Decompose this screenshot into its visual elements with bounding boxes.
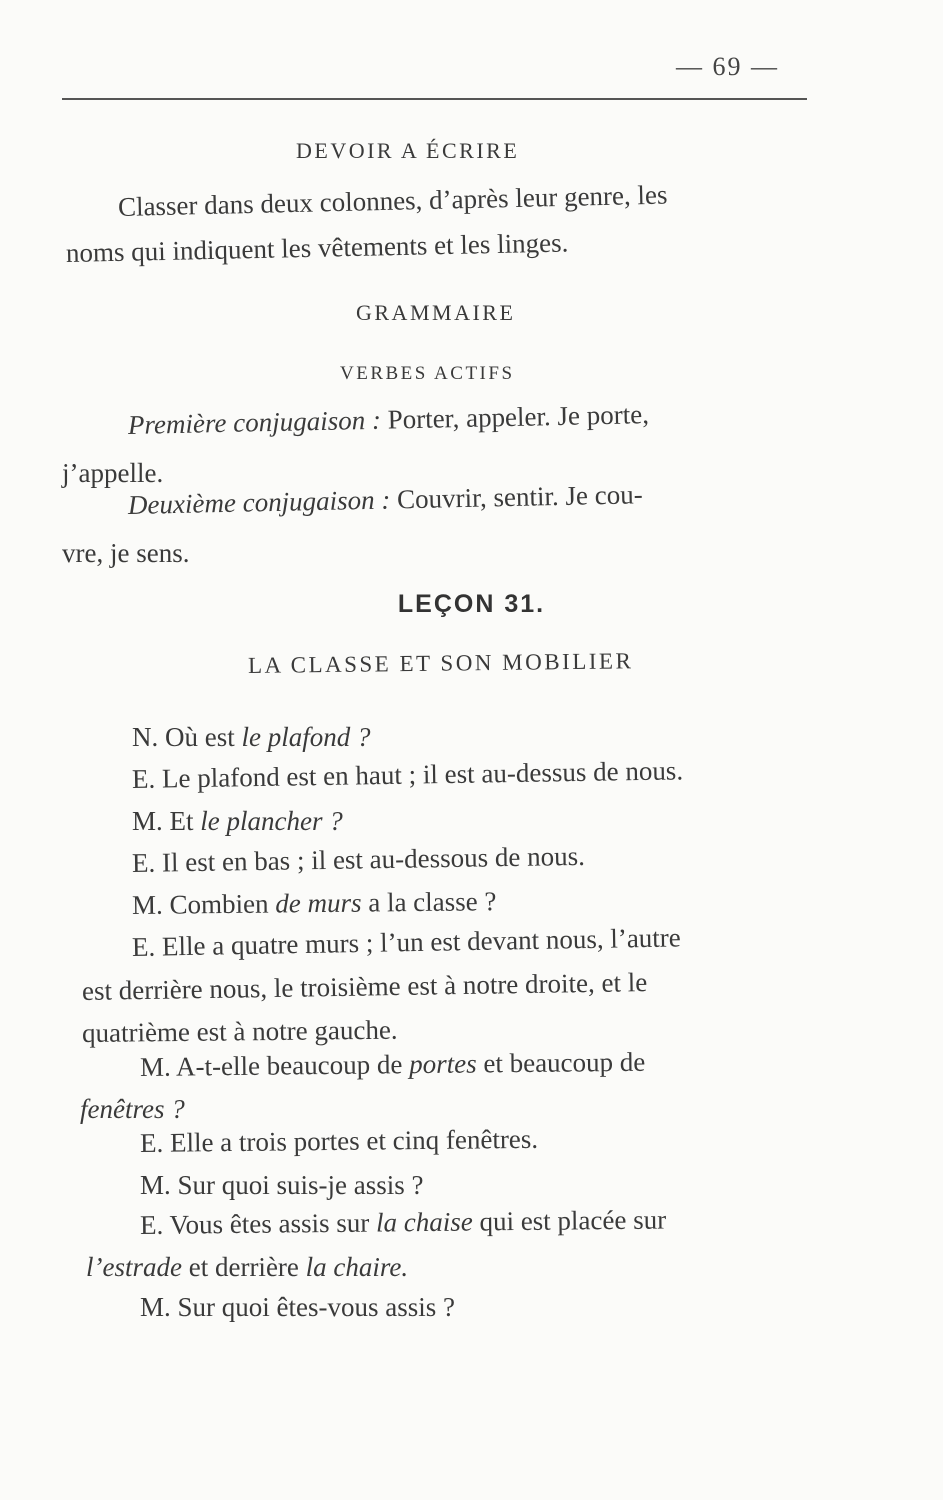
lecon-title: LEÇON 31. <box>397 590 546 618</box>
conjugaison-1-label: Première conjugaison : <box>127 404 382 440</box>
dialogue-line-3 <box>132 808 343 835</box>
dialogue-italic: la chaire. <box>305 1252 409 1282</box>
dialogue-line-5 <box>132 888 497 919</box>
dialogue-line-14 <box>86 1254 408 1281</box>
dialogue-line-13 <box>140 1206 666 1239</box>
conjugaison-2-text: Couvrir, sentir. Je cou- <box>390 479 643 515</box>
dialogue-line-12: M. Sur quoi suis-je assis ? <box>140 1170 424 1200</box>
devoir-title: DEVOIR A ÉCRIRE <box>296 138 520 163</box>
dialogue-italic: la chaise <box>375 1206 473 1238</box>
dialogue-line-10: fenêtres ? <box>80 1094 185 1124</box>
dialogue-text: M. A-t-elle beaucoup de <box>139 1049 410 1082</box>
dialogue-italic: l’estrade <box>86 1252 182 1282</box>
dialogue-text: et derrière <box>181 1252 306 1282</box>
conjugaison-1-cont: j’appelle. <box>62 458 164 488</box>
dialogue-italic: de murs <box>275 887 362 919</box>
dialogue-text: N. Où est <box>132 722 242 752</box>
conjugaison-1 <box>128 401 649 439</box>
dialogue-line-15: M. Sur quoi êtes-vous assis ? <box>140 1292 455 1322</box>
dialogue-text: a la classe ? <box>361 886 497 918</box>
devoir-line-2: noms qui indiquent les vêtements et les linges. <box>65 227 569 268</box>
verbes-actifs-subtitle: VERBES ACTIFS <box>340 363 515 384</box>
page-number: — 69 — <box>676 52 779 81</box>
devoir-line-1: Classer dans deux colonnes, d’après leur genre, les <box>117 179 668 222</box>
dialogue-line-1 <box>132 724 371 751</box>
header-rule <box>62 98 807 100</box>
dialogue-line-2: E. Le plafond est en haut ; il est au-dessus de nous. <box>131 755 684 794</box>
grammaire-title: GRAMMAIRE <box>356 300 516 325</box>
dialogue-text: E. Vous êtes assis sur <box>139 1207 377 1240</box>
conjugaison-1-text: Porter, appeler. Je porte, <box>380 399 650 435</box>
dialogue-text: et beaucoup de <box>476 1046 646 1079</box>
dialogue-italic: le plafond ? <box>241 722 371 752</box>
conjugaison-2 <box>128 481 643 519</box>
dialogue-text: M. Combien <box>131 888 276 920</box>
dialogue-line-8: quatrième est à notre gauche. <box>81 1014 398 1048</box>
dialogue-line-7: est derrière nous, le troisième est à notre droite, et le <box>81 967 648 1006</box>
conjugaison-2-label: Deuxième conjugaison : <box>127 484 391 520</box>
dialogue-italic: portes <box>408 1048 477 1080</box>
dialogue-italic: le plancher ? <box>200 806 343 836</box>
dialogue-line-6: E. Elle a quatre murs ; l’un est devant nous, l’autre <box>131 922 682 962</box>
dialogue-line-11: E. Elle a trois portes et cinq fenêtres. <box>139 1123 539 1158</box>
dialogue-line-9 <box>139 1046 646 1082</box>
lecon-subtitle: LA CLASSE ET SON MOBILIER <box>247 648 634 678</box>
conjugaison-2-cont: vre, je sens. <box>62 538 190 568</box>
dialogue-line-4: E. Il est en bas ; il est au-dessous de nous. <box>131 840 586 878</box>
dialogue-text: M. Et <box>132 806 201 836</box>
dialogue-text: qui est placée sur <box>472 1204 667 1237</box>
